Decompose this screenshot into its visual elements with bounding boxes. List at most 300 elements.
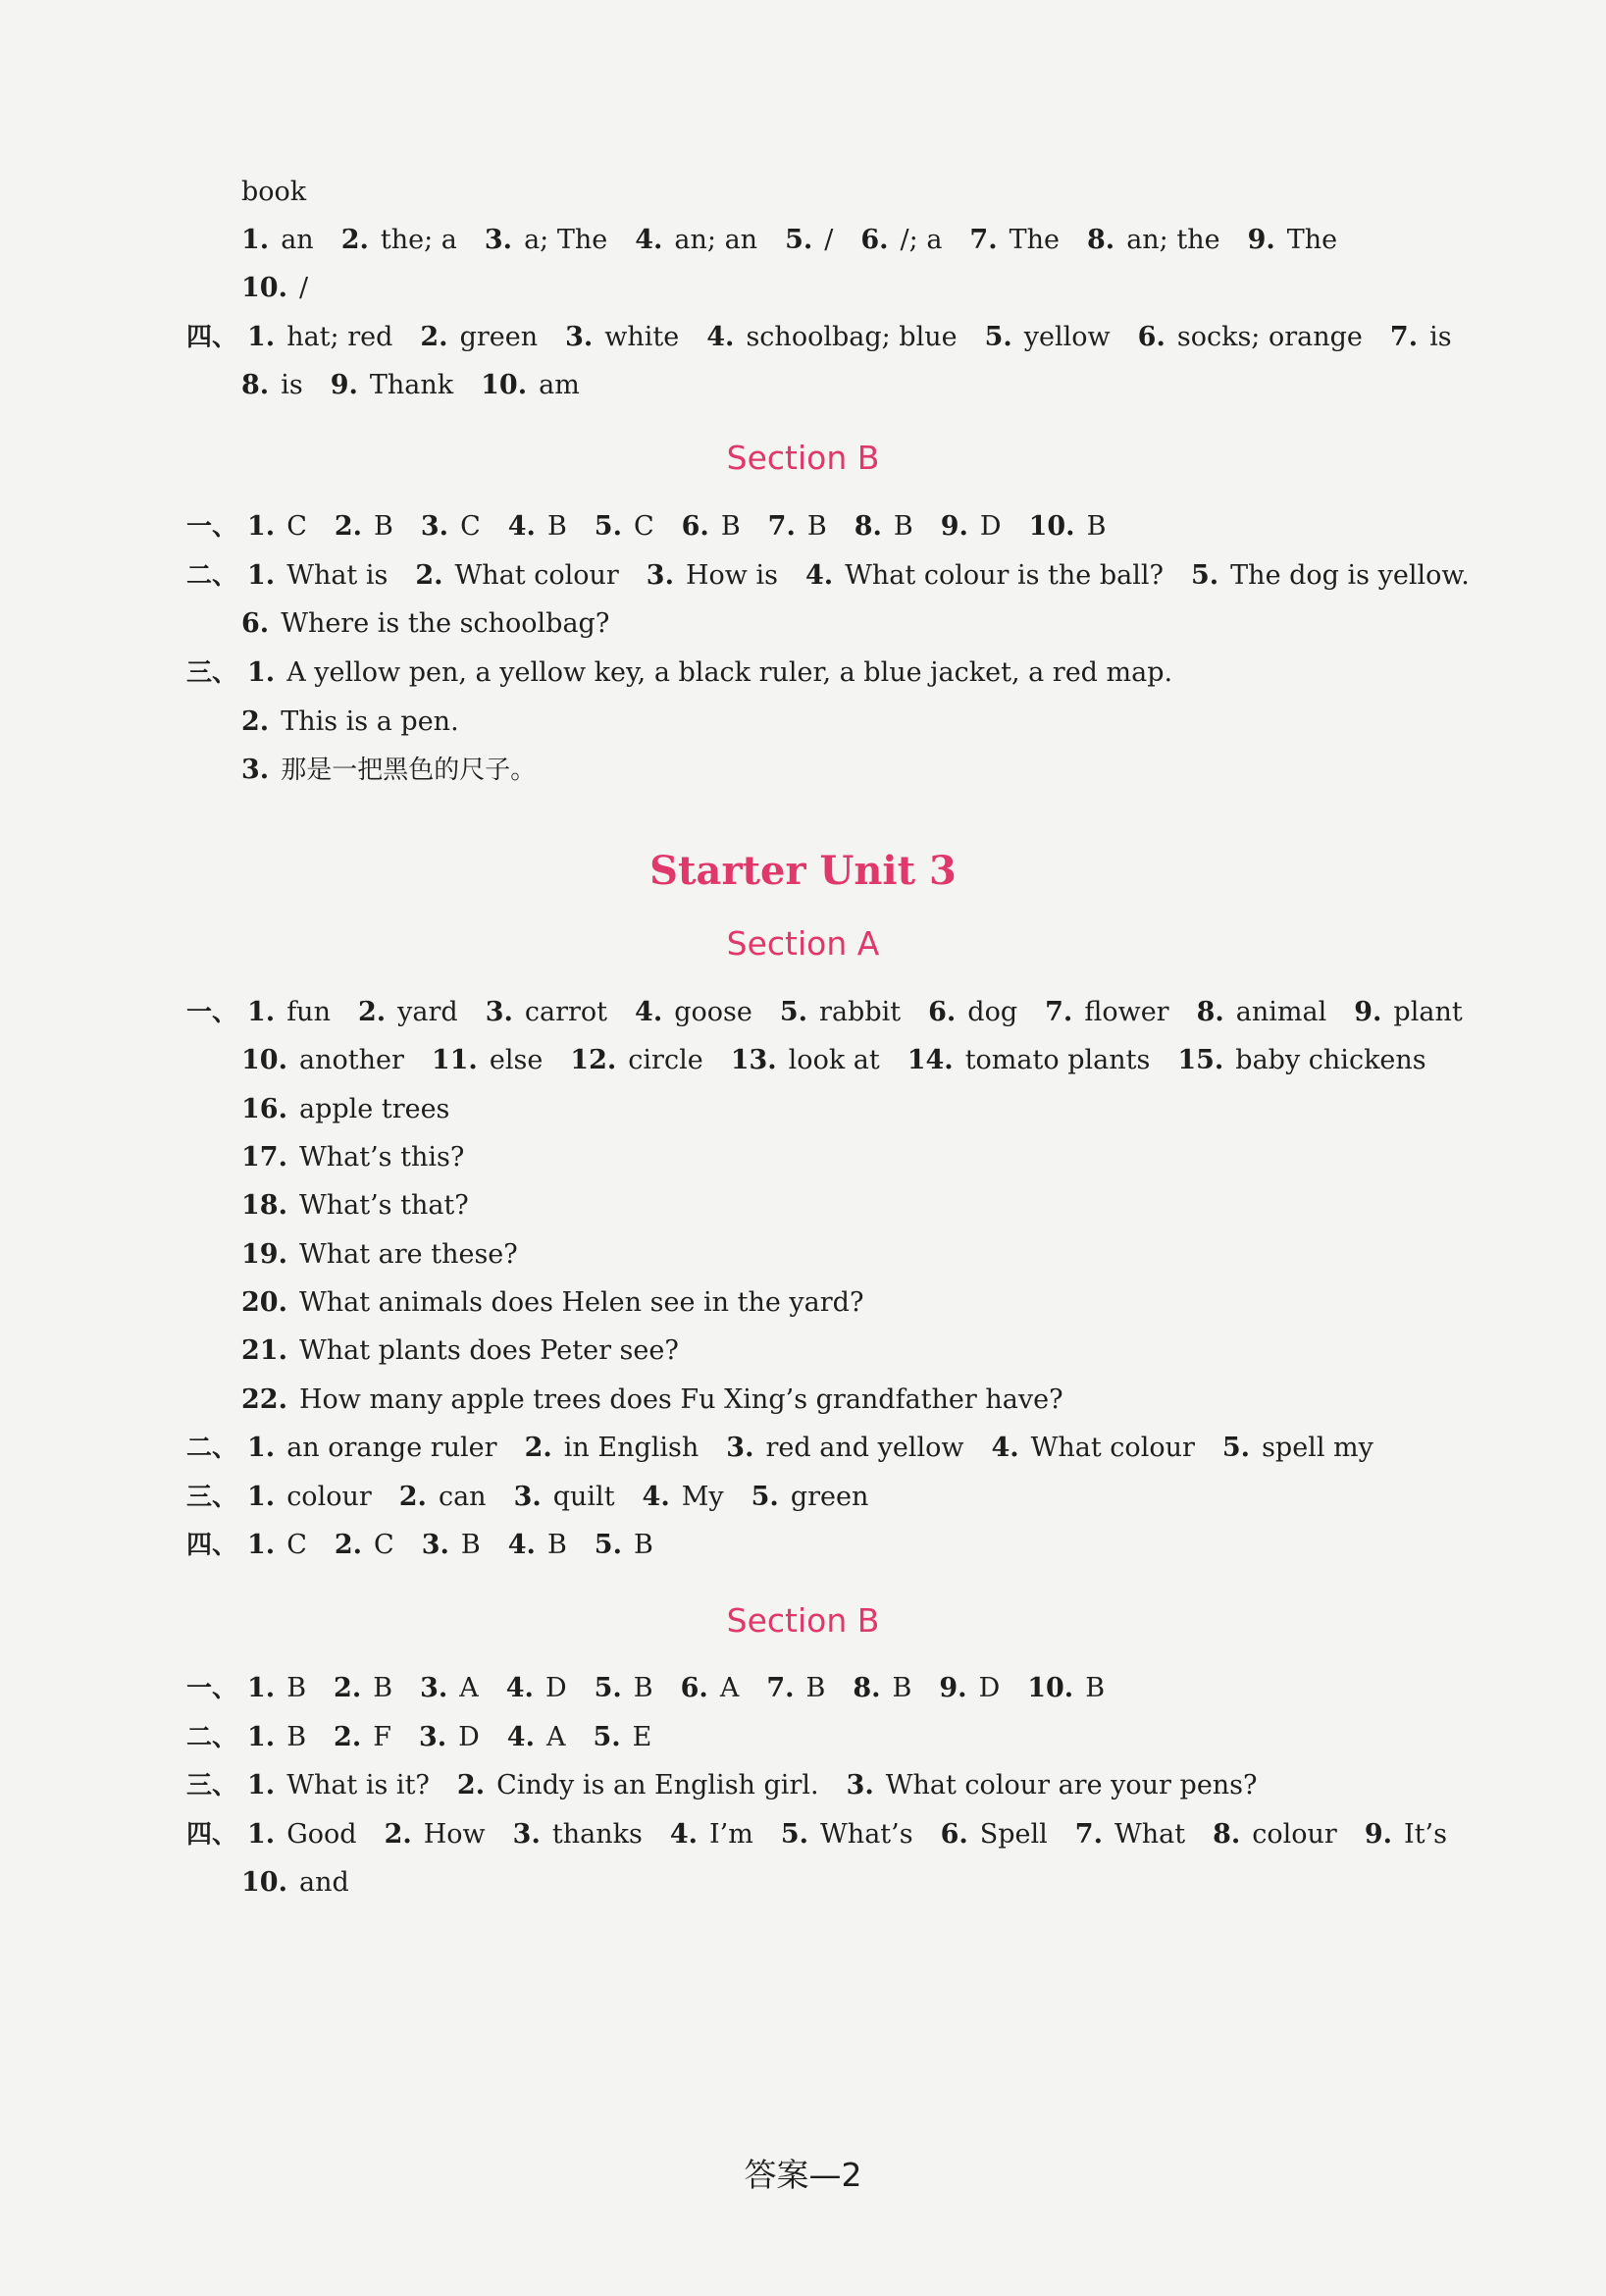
answer-line (186, 1671, 1105, 1706)
answer-text: B (806, 511, 827, 542)
answer-text: What is (286, 560, 389, 591)
item-number: 1. (247, 1722, 276, 1752)
item-number: 11. (431, 1045, 478, 1075)
answer-text: an orange ruler (286, 1433, 497, 1463)
item-number: 8. (1196, 997, 1224, 1027)
item-number: 3. (241, 755, 270, 785)
item-number: 7. (1074, 1819, 1103, 1850)
item-number: 10. (241, 273, 287, 303)
answer-item (1354, 995, 1462, 1030)
answer-item (781, 1817, 913, 1852)
answer-text: baby chickens (1235, 1045, 1426, 1075)
answer-item (241, 1043, 404, 1078)
question-group-label: 三、 (186, 1771, 238, 1800)
unit-title: Starter Unit 3 (649, 848, 957, 894)
item-number: 10. (1028, 511, 1075, 542)
item-number: 9. (330, 370, 358, 400)
answer-item (991, 1431, 1194, 1466)
answer-item (247, 995, 331, 1030)
answer-text: C (633, 511, 654, 542)
item-number: 3. (420, 511, 449, 542)
item-number: 5. (785, 225, 813, 255)
answer-text: yellow (1023, 322, 1111, 352)
answer-text: What’s this? (298, 1142, 465, 1173)
question-group-label: 一、 (186, 1674, 238, 1703)
answer-text: is (281, 370, 303, 400)
answer-item (341, 223, 457, 258)
item-number: 5. (594, 1673, 622, 1703)
answer-item (241, 1092, 449, 1127)
page-number: 答案—2 (744, 2156, 862, 2194)
answer-item (643, 1480, 724, 1515)
item-number: 3. (421, 1530, 449, 1560)
answer-text: I’m (709, 1819, 753, 1850)
answer-text: What are these? (298, 1239, 518, 1270)
answer-item (941, 1817, 1048, 1852)
answer-line (186, 1817, 1447, 1852)
answer-text: How many apple trees does Fu Xing’s grandfather have? (298, 1384, 1063, 1415)
answer-item (1248, 223, 1338, 258)
answer-text: D (458, 1722, 480, 1752)
answer-text: circle (628, 1045, 703, 1075)
answer-item (860, 223, 942, 258)
answer-text: flower (1084, 997, 1169, 1027)
answer-text: C (286, 511, 307, 542)
answer-item (1075, 1817, 1185, 1852)
answer-line (186, 1431, 1373, 1466)
answer-line (186, 995, 1463, 1030)
answer-item (432, 1043, 543, 1078)
answer-item (241, 704, 459, 740)
answer-line (186, 655, 1172, 691)
item-number: 5. (984, 322, 1012, 352)
item-number: 7. (766, 1673, 795, 1703)
answer-item (385, 1817, 486, 1852)
item-number: 1. (247, 322, 276, 352)
answer-text: Spell (979, 1819, 1048, 1850)
answer-item (514, 1480, 615, 1515)
answer-line (186, 320, 1452, 355)
item-number: 4. (505, 1673, 534, 1703)
item-number: 3. (726, 1433, 754, 1463)
answer-item (247, 509, 307, 545)
answer-text: B (633, 1673, 653, 1703)
answer-line (241, 1092, 449, 1127)
question-group-label: 四、 (186, 323, 238, 352)
question-group-label: 二、 (186, 1434, 238, 1463)
answer-text: yard (397, 997, 458, 1027)
item-number: 5. (1190, 560, 1219, 591)
answer-item (1365, 1817, 1447, 1852)
answer-text: B (373, 1673, 393, 1703)
answer-text: B (286, 1722, 307, 1752)
item-number: 7. (1045, 997, 1073, 1027)
item-number: 5. (594, 1530, 622, 1560)
item-number: 2. (384, 1819, 412, 1850)
answer-text: E (632, 1722, 652, 1752)
answer-text: Cindy is an English girl. (496, 1770, 819, 1800)
question-group-label: 二、 (186, 561, 238, 591)
answer-item (525, 1431, 699, 1466)
item-number: 8. (853, 1673, 881, 1703)
answer-item (419, 1720, 480, 1755)
section-title: Section A (726, 924, 880, 963)
answer-item (334, 1720, 391, 1755)
answer-text: What colour (1030, 1433, 1195, 1463)
item-number: 6. (1137, 322, 1166, 352)
answer-item (241, 1140, 464, 1175)
answer-text: B (460, 1530, 481, 1560)
answer-text: hat; red (286, 322, 393, 352)
item-number: 2. (340, 225, 369, 255)
item-number: 3. (846, 1770, 874, 1800)
answer-text: What animals does Helen see in the yard? (298, 1287, 864, 1318)
answer-text: D (544, 1673, 567, 1703)
item-number: 5. (593, 1722, 621, 1752)
answer-item (847, 1768, 1258, 1803)
answer-text: an; the (1126, 225, 1220, 255)
answer-text: Thank (369, 370, 454, 400)
item-number: 2. (420, 322, 448, 352)
item-number: 4. (507, 511, 536, 542)
answer-item (939, 1671, 1000, 1706)
answer-item (399, 1480, 487, 1515)
answer-line (241, 753, 536, 788)
answer-text: schoolbag; blue (746, 322, 958, 352)
answer-item (508, 509, 567, 545)
item-number: 8. (1087, 225, 1115, 255)
answer-line (241, 1865, 349, 1901)
answer-item (635, 995, 752, 1030)
answer-text: plant (1393, 997, 1463, 1027)
item-number: 1. (247, 1530, 276, 1560)
item-number: 4. (804, 560, 834, 591)
answer-item (726, 1431, 963, 1466)
answer-item (1390, 320, 1452, 355)
answer-text: thanks (551, 1819, 643, 1850)
answer-item (457, 1768, 819, 1803)
answer-text: It’s (1404, 1819, 1447, 1850)
item-number: 3. (646, 560, 674, 591)
item-number: 19. (241, 1239, 287, 1270)
answer-item (247, 1720, 306, 1755)
answer-text: goose (674, 997, 752, 1027)
answer-text: F (373, 1722, 391, 1752)
answer-item (785, 223, 833, 258)
item-number: 2. (241, 706, 270, 737)
answer-line (186, 509, 1106, 545)
item-number: 2. (398, 1482, 427, 1512)
question-group-label: 一、 (186, 998, 238, 1027)
answer-item (681, 1671, 740, 1706)
answer-text: quilt (552, 1482, 615, 1512)
answer-item (907, 1043, 1151, 1078)
item-number: 18. (241, 1190, 287, 1221)
answer-text: B (805, 1673, 826, 1703)
answer-item (420, 320, 538, 355)
answer-item (421, 509, 481, 545)
answer-text: A yellow pen, a yellow key, a black ruler, a blue jacket, a red map. (286, 657, 1173, 688)
item-number: 16. (241, 1094, 287, 1124)
item-number: 5. (751, 1482, 779, 1512)
answer-item (647, 558, 778, 594)
answer-item (334, 1671, 392, 1706)
answer-item (1213, 1817, 1337, 1852)
answer-text: Good (286, 1819, 357, 1850)
answer-text: green (790, 1482, 869, 1512)
answer-text: What’s that? (298, 1190, 469, 1221)
answer-text: book (241, 177, 307, 207)
item-number: 3. (484, 225, 513, 255)
answer-item (241, 1333, 679, 1369)
answer-item (595, 1671, 653, 1706)
item-number: 13. (730, 1045, 777, 1075)
answer-item (485, 223, 607, 258)
item-number: 9. (940, 511, 968, 542)
answer-item (1027, 1671, 1105, 1706)
answer-text: My (681, 1482, 724, 1512)
item-number: 2. (415, 560, 443, 591)
answer-text: D (978, 1673, 1001, 1703)
answer-item (635, 223, 757, 258)
answer-item (1045, 995, 1168, 1030)
answer-text: 那是一把黑色的尺子。 (281, 756, 537, 785)
answer-item (768, 509, 827, 545)
answer-text: What plants does Peter see? (298, 1335, 679, 1366)
answer-item (358, 995, 458, 1030)
answer-text: A (545, 1722, 566, 1752)
answer-item (1087, 223, 1220, 258)
answer-line (186, 1768, 1258, 1803)
answer-item (1197, 995, 1327, 1030)
answer-item (1138, 320, 1363, 355)
item-number: 4. (507, 1530, 536, 1560)
item-number: 20. (241, 1287, 287, 1318)
item-number: 1. (247, 657, 276, 688)
answer-item (415, 558, 618, 594)
answer-line (241, 271, 308, 306)
answer-item (335, 509, 393, 545)
answer-line (241, 223, 1337, 258)
answer-text: C (286, 1530, 307, 1560)
answer-text: The (1009, 225, 1060, 255)
answer-text: What colour are your pens? (885, 1770, 1258, 1800)
question-group-label: 四、 (186, 1531, 238, 1560)
answer-text: What’s (820, 1819, 913, 1850)
question-group-label: 三、 (186, 1483, 238, 1512)
question-group-label: 二、 (186, 1723, 238, 1752)
item-number: 7. (767, 511, 796, 542)
answer-item (928, 995, 1017, 1030)
answer-item (241, 223, 314, 258)
item-number: 10. (481, 370, 528, 400)
answer-item (241, 753, 536, 788)
answer-text: A (459, 1673, 479, 1703)
answer-text: spell my (1262, 1433, 1373, 1463)
item-number: 2. (357, 997, 387, 1027)
item-number: 2. (334, 511, 363, 542)
answer-item (780, 995, 901, 1030)
answer-item (731, 1043, 880, 1078)
answer-line (186, 1528, 653, 1563)
answer-item (513, 1817, 643, 1852)
answer-item (247, 1480, 372, 1515)
answer-text: /; a (900, 225, 943, 255)
item-number: 4. (669, 1819, 698, 1850)
answer-line (241, 1140, 464, 1175)
answer-text: tomato plants (964, 1045, 1151, 1075)
item-number: 3. (420, 1673, 448, 1703)
item-number: 4. (991, 1433, 1019, 1463)
question-group-label: 四、 (186, 1820, 238, 1850)
answer-item (593, 1720, 651, 1755)
answer-text: rabbit (819, 997, 902, 1027)
answer-item (247, 1528, 307, 1563)
section-title: Section B (726, 439, 880, 477)
answer-text: colour (286, 1482, 372, 1512)
answer-item (508, 1528, 567, 1563)
item-number: 5. (780, 1819, 809, 1850)
answer-text: Where is the schoolbag? (281, 608, 610, 639)
item-number: 10. (1027, 1673, 1074, 1703)
answer-item (565, 320, 679, 355)
item-number: 1. (247, 1482, 276, 1512)
item-number: 5. (594, 511, 622, 542)
item-number: 14. (907, 1045, 954, 1075)
answer-text: B (633, 1530, 653, 1560)
item-number: 1. (247, 1673, 276, 1703)
answer-text: A (719, 1673, 740, 1703)
item-number: 1. (247, 1770, 276, 1800)
item-number: 3. (418, 1722, 447, 1752)
answer-line (241, 1333, 679, 1369)
item-number: 6. (680, 1673, 708, 1703)
answer-item (247, 1768, 430, 1803)
answer-item (331, 368, 453, 403)
answer-text: This is a pen. (281, 706, 459, 737)
item-number: 6. (928, 997, 957, 1027)
item-number: 3. (513, 1482, 542, 1512)
answer-item (481, 368, 580, 403)
item-number: 9. (1247, 225, 1275, 255)
answer-item (1222, 1431, 1373, 1466)
answer-item (969, 223, 1060, 258)
item-number: 10. (241, 1045, 287, 1075)
answer-text: red and yellow (765, 1433, 964, 1463)
item-number: 6. (860, 225, 889, 255)
answer-text: look at (788, 1045, 880, 1075)
item-number: 8. (854, 511, 882, 542)
answer-text: B (374, 511, 393, 542)
answer-line (241, 1043, 1426, 1078)
answer-text: The dog is yellow. (1230, 560, 1470, 591)
item-number: 8. (241, 370, 270, 400)
answer-item (670, 1817, 753, 1852)
answer-text: fun (286, 997, 331, 1027)
answer-text: How (423, 1819, 486, 1850)
answer-text: B (546, 1530, 567, 1560)
item-number: 7. (1389, 322, 1419, 352)
answer-text: / (824, 225, 834, 255)
item-number: 8. (1213, 1819, 1241, 1850)
answer-item (853, 1671, 911, 1706)
answer-line (241, 1383, 1063, 1418)
answer-text: else (489, 1045, 544, 1075)
answer-text: an; an (674, 225, 758, 255)
answer-item (241, 368, 303, 403)
item-number: 15. (1177, 1045, 1224, 1075)
answer-text: How is (685, 560, 778, 591)
answer-item (241, 1237, 518, 1273)
item-number: 6. (241, 608, 270, 639)
answer-text: What is it? (286, 1770, 430, 1800)
answer-item (805, 558, 1164, 594)
answer-item (241, 1188, 469, 1224)
answer-item (507, 1720, 566, 1755)
answer-item (241, 271, 308, 306)
answer-text: apple trees (298, 1094, 450, 1124)
answer-text: carrot (524, 997, 608, 1027)
item-number: 1. (241, 225, 270, 255)
answer-text: white (604, 322, 680, 352)
item-number: 5. (779, 997, 808, 1027)
answer-text: an (281, 225, 314, 255)
answer-text: am (539, 370, 580, 400)
answer-line (241, 704, 459, 740)
item-number: 3. (512, 1819, 541, 1850)
answer-line (186, 1720, 651, 1755)
answer-item (1029, 509, 1107, 545)
answer-text: B (720, 511, 741, 542)
item-number: 4. (506, 1722, 535, 1752)
item-number: 17. (241, 1142, 287, 1173)
item-number: 2. (334, 1530, 363, 1560)
answer-item (570, 1043, 702, 1078)
answer-item (1191, 558, 1470, 594)
section-title: Section B (726, 1601, 880, 1640)
question-group-label: 三、 (186, 658, 238, 688)
answer-item (855, 509, 913, 545)
answer-item (247, 1817, 357, 1852)
answer-item (486, 995, 607, 1030)
answer-line (186, 1480, 868, 1515)
answer-line (241, 1285, 863, 1321)
answer-text: The (1286, 225, 1338, 255)
answer-line (241, 606, 609, 642)
answer-text: C (460, 511, 481, 542)
answer-item (241, 1865, 349, 1901)
answer-item (247, 558, 388, 594)
answer-item (241, 1285, 863, 1321)
answer-text: and (298, 1867, 349, 1898)
answer-item (941, 509, 1002, 545)
answer-item (595, 509, 654, 545)
item-number: 4. (635, 997, 663, 1027)
answer-text: B (546, 511, 567, 542)
answer-item (751, 1480, 869, 1515)
answer-item (247, 655, 1172, 691)
answer-text: B (286, 1673, 307, 1703)
item-number: 2. (334, 1722, 362, 1752)
answer-text: C (374, 1530, 394, 1560)
item-number: 2. (456, 1770, 486, 1800)
answer-line (241, 1188, 469, 1224)
answer-text: a; The (524, 225, 608, 255)
item-number: 2. (334, 1673, 362, 1703)
answer-text: What colour is the ball? (845, 560, 1164, 591)
answer-line (241, 175, 306, 210)
answer-item (241, 606, 609, 642)
